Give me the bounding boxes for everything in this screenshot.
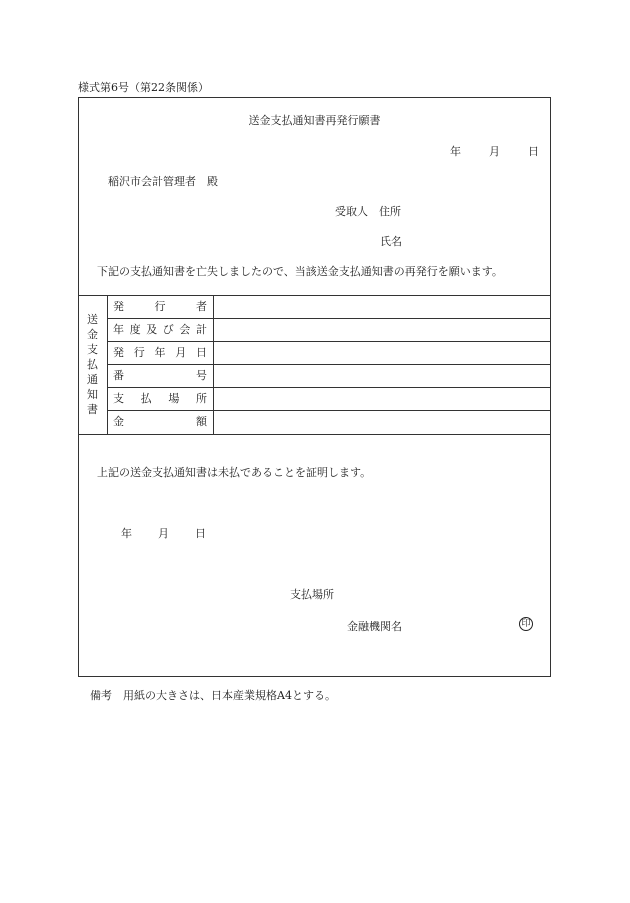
row-label-number xyxy=(113,369,207,383)
table-row-divider xyxy=(107,318,551,319)
table-row-divider xyxy=(107,410,551,411)
seal-mark-icon: 印 xyxy=(519,617,533,631)
label-char: 支 xyxy=(113,392,124,405)
row-label-issue-date xyxy=(113,346,207,360)
date-line-top xyxy=(450,145,539,159)
year-label: 年 xyxy=(121,527,132,540)
applicant-address-label: 受取人 住所 xyxy=(335,205,401,218)
year-label: 年 xyxy=(450,145,461,158)
label-char: 日 xyxy=(196,346,207,359)
label-char: 者 xyxy=(196,300,207,313)
payment-place-label: 支払場所 xyxy=(290,588,334,601)
month-label: 月 xyxy=(489,145,500,158)
side-header-char: 書 xyxy=(87,403,98,416)
label-char: 年 xyxy=(154,346,166,359)
table-row-divider xyxy=(107,341,551,342)
label-char: 金 xyxy=(113,415,124,428)
bank-name-label: 金融機関名 xyxy=(347,620,402,633)
table-column-divider xyxy=(213,295,214,435)
table-column-divider xyxy=(107,295,108,435)
row-label-issuer xyxy=(113,300,207,314)
date-line-middle xyxy=(121,527,206,541)
label-char: 額 xyxy=(196,415,207,428)
label-char: 行 xyxy=(133,346,145,359)
table-row-divider xyxy=(107,364,551,365)
label-char: 年 xyxy=(113,323,124,336)
document-title: 送金支払通知書再発行願書 xyxy=(248,114,381,127)
label-char: 行 xyxy=(154,300,166,313)
table-side-header xyxy=(78,296,107,435)
table-bottom-border xyxy=(78,434,551,435)
month-label: 月 xyxy=(158,527,169,540)
certification-text: 上記の送金支払通知書は未払であることを証明します。 xyxy=(97,466,372,479)
remarks-note: 備考 用紙の大きさは、日本産業規格A4とする。 xyxy=(90,689,336,702)
side-header-char: 知 xyxy=(87,388,98,401)
label-char: 会 xyxy=(179,323,191,336)
day-label: 日 xyxy=(528,145,539,158)
label-char: 計 xyxy=(195,323,207,336)
table-row-divider xyxy=(107,387,551,388)
side-header-char: 金 xyxy=(87,328,98,341)
row-label-fiscal-year xyxy=(113,323,207,337)
label-char: 号 xyxy=(196,369,207,382)
label-char: 場 xyxy=(168,392,180,405)
side-header-char: 通 xyxy=(87,373,98,386)
day-label: 日 xyxy=(195,527,206,540)
label-char: 月 xyxy=(175,346,187,359)
label-char: 所 xyxy=(195,392,207,405)
addressee: 稲沢市会計管理者 殿 xyxy=(108,175,218,188)
label-char: 発 xyxy=(113,300,124,313)
label-char: 番 xyxy=(113,369,124,382)
side-header-char: 支 xyxy=(87,343,98,356)
row-label-amount xyxy=(113,415,207,429)
row-label-payment-place xyxy=(113,392,207,406)
side-header-char: 払 xyxy=(87,358,98,371)
applicant-name-label: 氏名 xyxy=(380,235,402,248)
label-char: 発 xyxy=(113,346,124,359)
label-char: 度 xyxy=(129,323,141,336)
label-char: び xyxy=(162,323,174,336)
table-top-border xyxy=(78,295,551,296)
label-char: 及 xyxy=(146,323,158,336)
side-header-char: 送 xyxy=(87,313,98,326)
label-char: 払 xyxy=(140,392,152,405)
form-number-label: 様式第6号（第22条関係） xyxy=(78,81,209,94)
request-statement: 下記の支払通知書を亡失しましたので、当該送金支払通知書の再発行を願います。 xyxy=(97,265,503,278)
